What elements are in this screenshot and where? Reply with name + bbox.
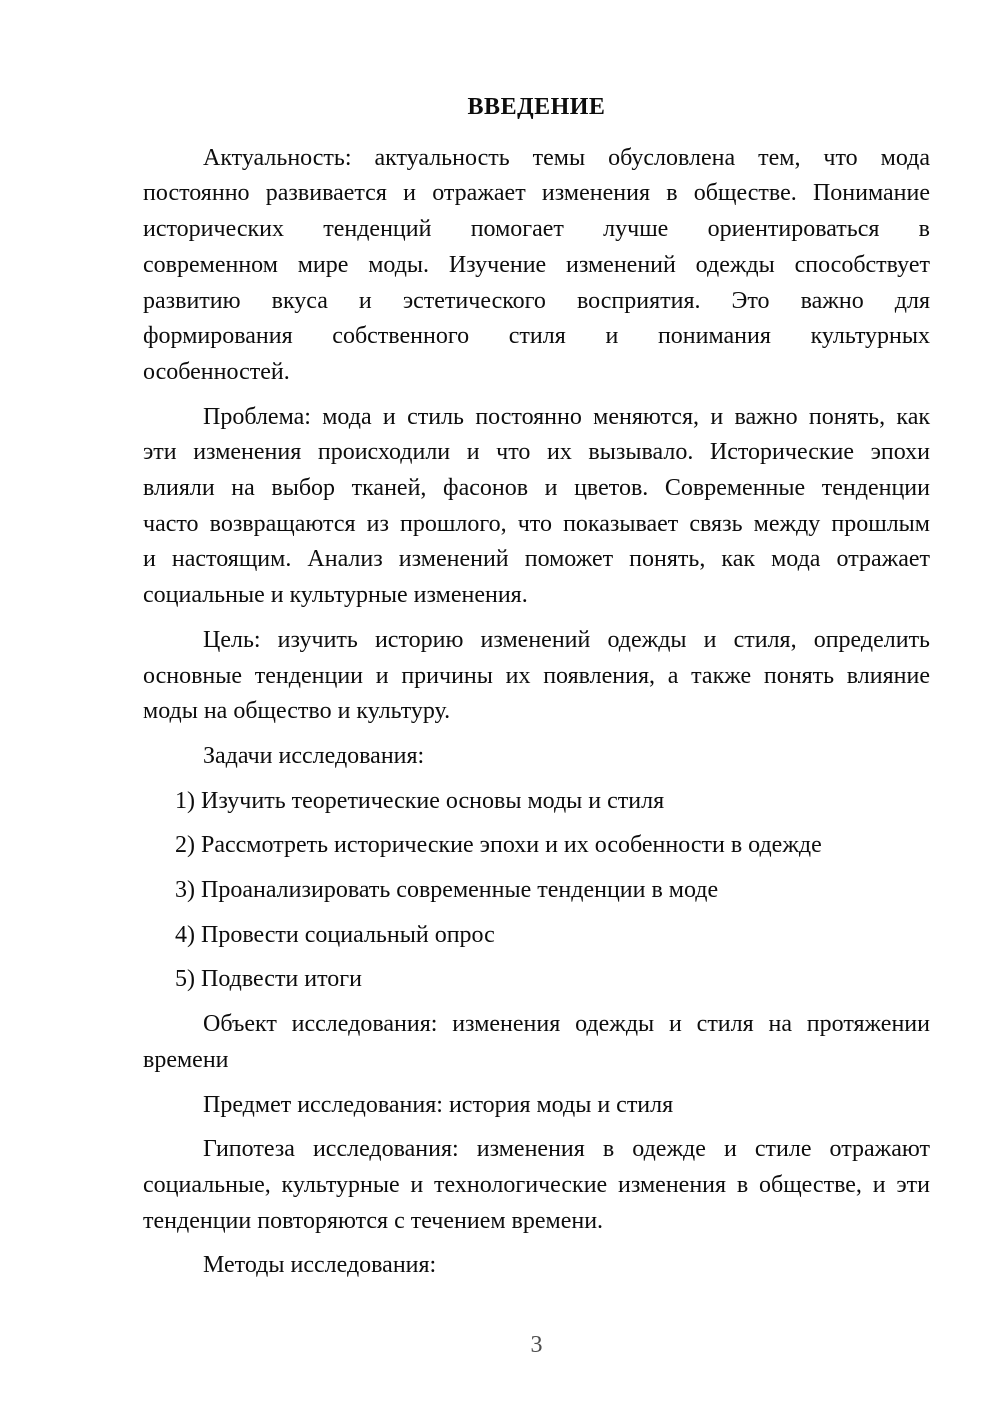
- document-body: [143, 141, 930, 1284]
- section-title: ВВЕДЕНИЕ: [467, 94, 606, 120]
- paragraph: [143, 623, 930, 730]
- paragraph: [143, 141, 930, 391]
- text-line: Гипотеза исследования: изменения в одежде и стиле отражают: [203, 1136, 930, 1163]
- page-number: 3: [530, 1332, 543, 1358]
- text-line: Актуальность: актуальность темы обусловлена тем, что мода: [203, 144, 930, 171]
- text-line: постоянно развивается и отражает изменения в обществе. Понимание: [143, 180, 930, 207]
- list-item: [175, 962, 930, 998]
- text-line: особенностей.: [143, 358, 290, 385]
- paragraph: [143, 400, 930, 614]
- text-line: Проблема: мода и стиль постоянно меняются, и важно понять, как: [203, 403, 930, 430]
- text-line: и настоящим. Анализ изменений поможет понять, как мода отражает: [143, 546, 930, 573]
- paragraph: [143, 1088, 930, 1124]
- text-line: тенденции повторяются с течением времени.: [143, 1207, 604, 1234]
- text-line: 3) Проанализировать современные тенденции в моде: [175, 877, 719, 904]
- text-line: Цель: изучить историю изменений одежды и стиля, определить: [203, 626, 930, 653]
- text-line: современном мире моды. Изучение изменений одежды способствует: [143, 251, 930, 278]
- text-line: развитию вкуса и эстетического восприятия. Это важно для: [143, 287, 930, 314]
- text-line: эти изменения происходили и что их вызывало. Исторические эпохи: [143, 439, 930, 466]
- paragraph: [143, 739, 930, 775]
- text-line: моды на общество и культуру.: [143, 698, 451, 725]
- text-line: 1) Изучить теоретические основы моды и стиля: [175, 787, 665, 814]
- text-line: Объект исследования: изменения одежды и стиля на протяжении: [203, 1011, 930, 1038]
- text-line: Методы исследования:: [203, 1252, 437, 1279]
- paragraph: [143, 1132, 930, 1239]
- list-item: [175, 828, 930, 864]
- paragraph: [143, 1248, 930, 1284]
- list-item: [175, 873, 930, 909]
- text-line: 4) Провести социальный опрос: [175, 921, 495, 948]
- text-line: времени: [143, 1046, 229, 1073]
- text-line: часто возвращаются из прошлого, что показывает связь между прошлым: [143, 510, 930, 537]
- text-line: Предмет исследования: история моды и стиля: [203, 1091, 674, 1118]
- text-line: социальные и культурные изменения.: [143, 582, 528, 609]
- paragraph: [143, 1007, 930, 1078]
- document-content: [143, 90, 930, 1293]
- text-line: влияли на выбор тканей, фасонов и цветов. Современные тенденции: [143, 475, 930, 502]
- text-line: Задачи исследования:: [203, 742, 425, 769]
- list-item: [175, 784, 930, 820]
- text-line: формирования собственного стиля и понимания культурных: [143, 323, 930, 350]
- text-line: основные тенденции и причины их появления, а также понять влияние: [143, 662, 930, 689]
- text-line: 2) Рассмотреть исторические эпохи и их особенности в одежде: [175, 832, 822, 859]
- text-line: социальные, культурные и технологические изменения в обществе, и эти: [143, 1171, 930, 1198]
- text-line: исторических тенденций помогает лучше ориентироваться в: [143, 216, 930, 243]
- list-item: [175, 918, 930, 954]
- text-line: 5) Подвести итоги: [175, 966, 362, 993]
